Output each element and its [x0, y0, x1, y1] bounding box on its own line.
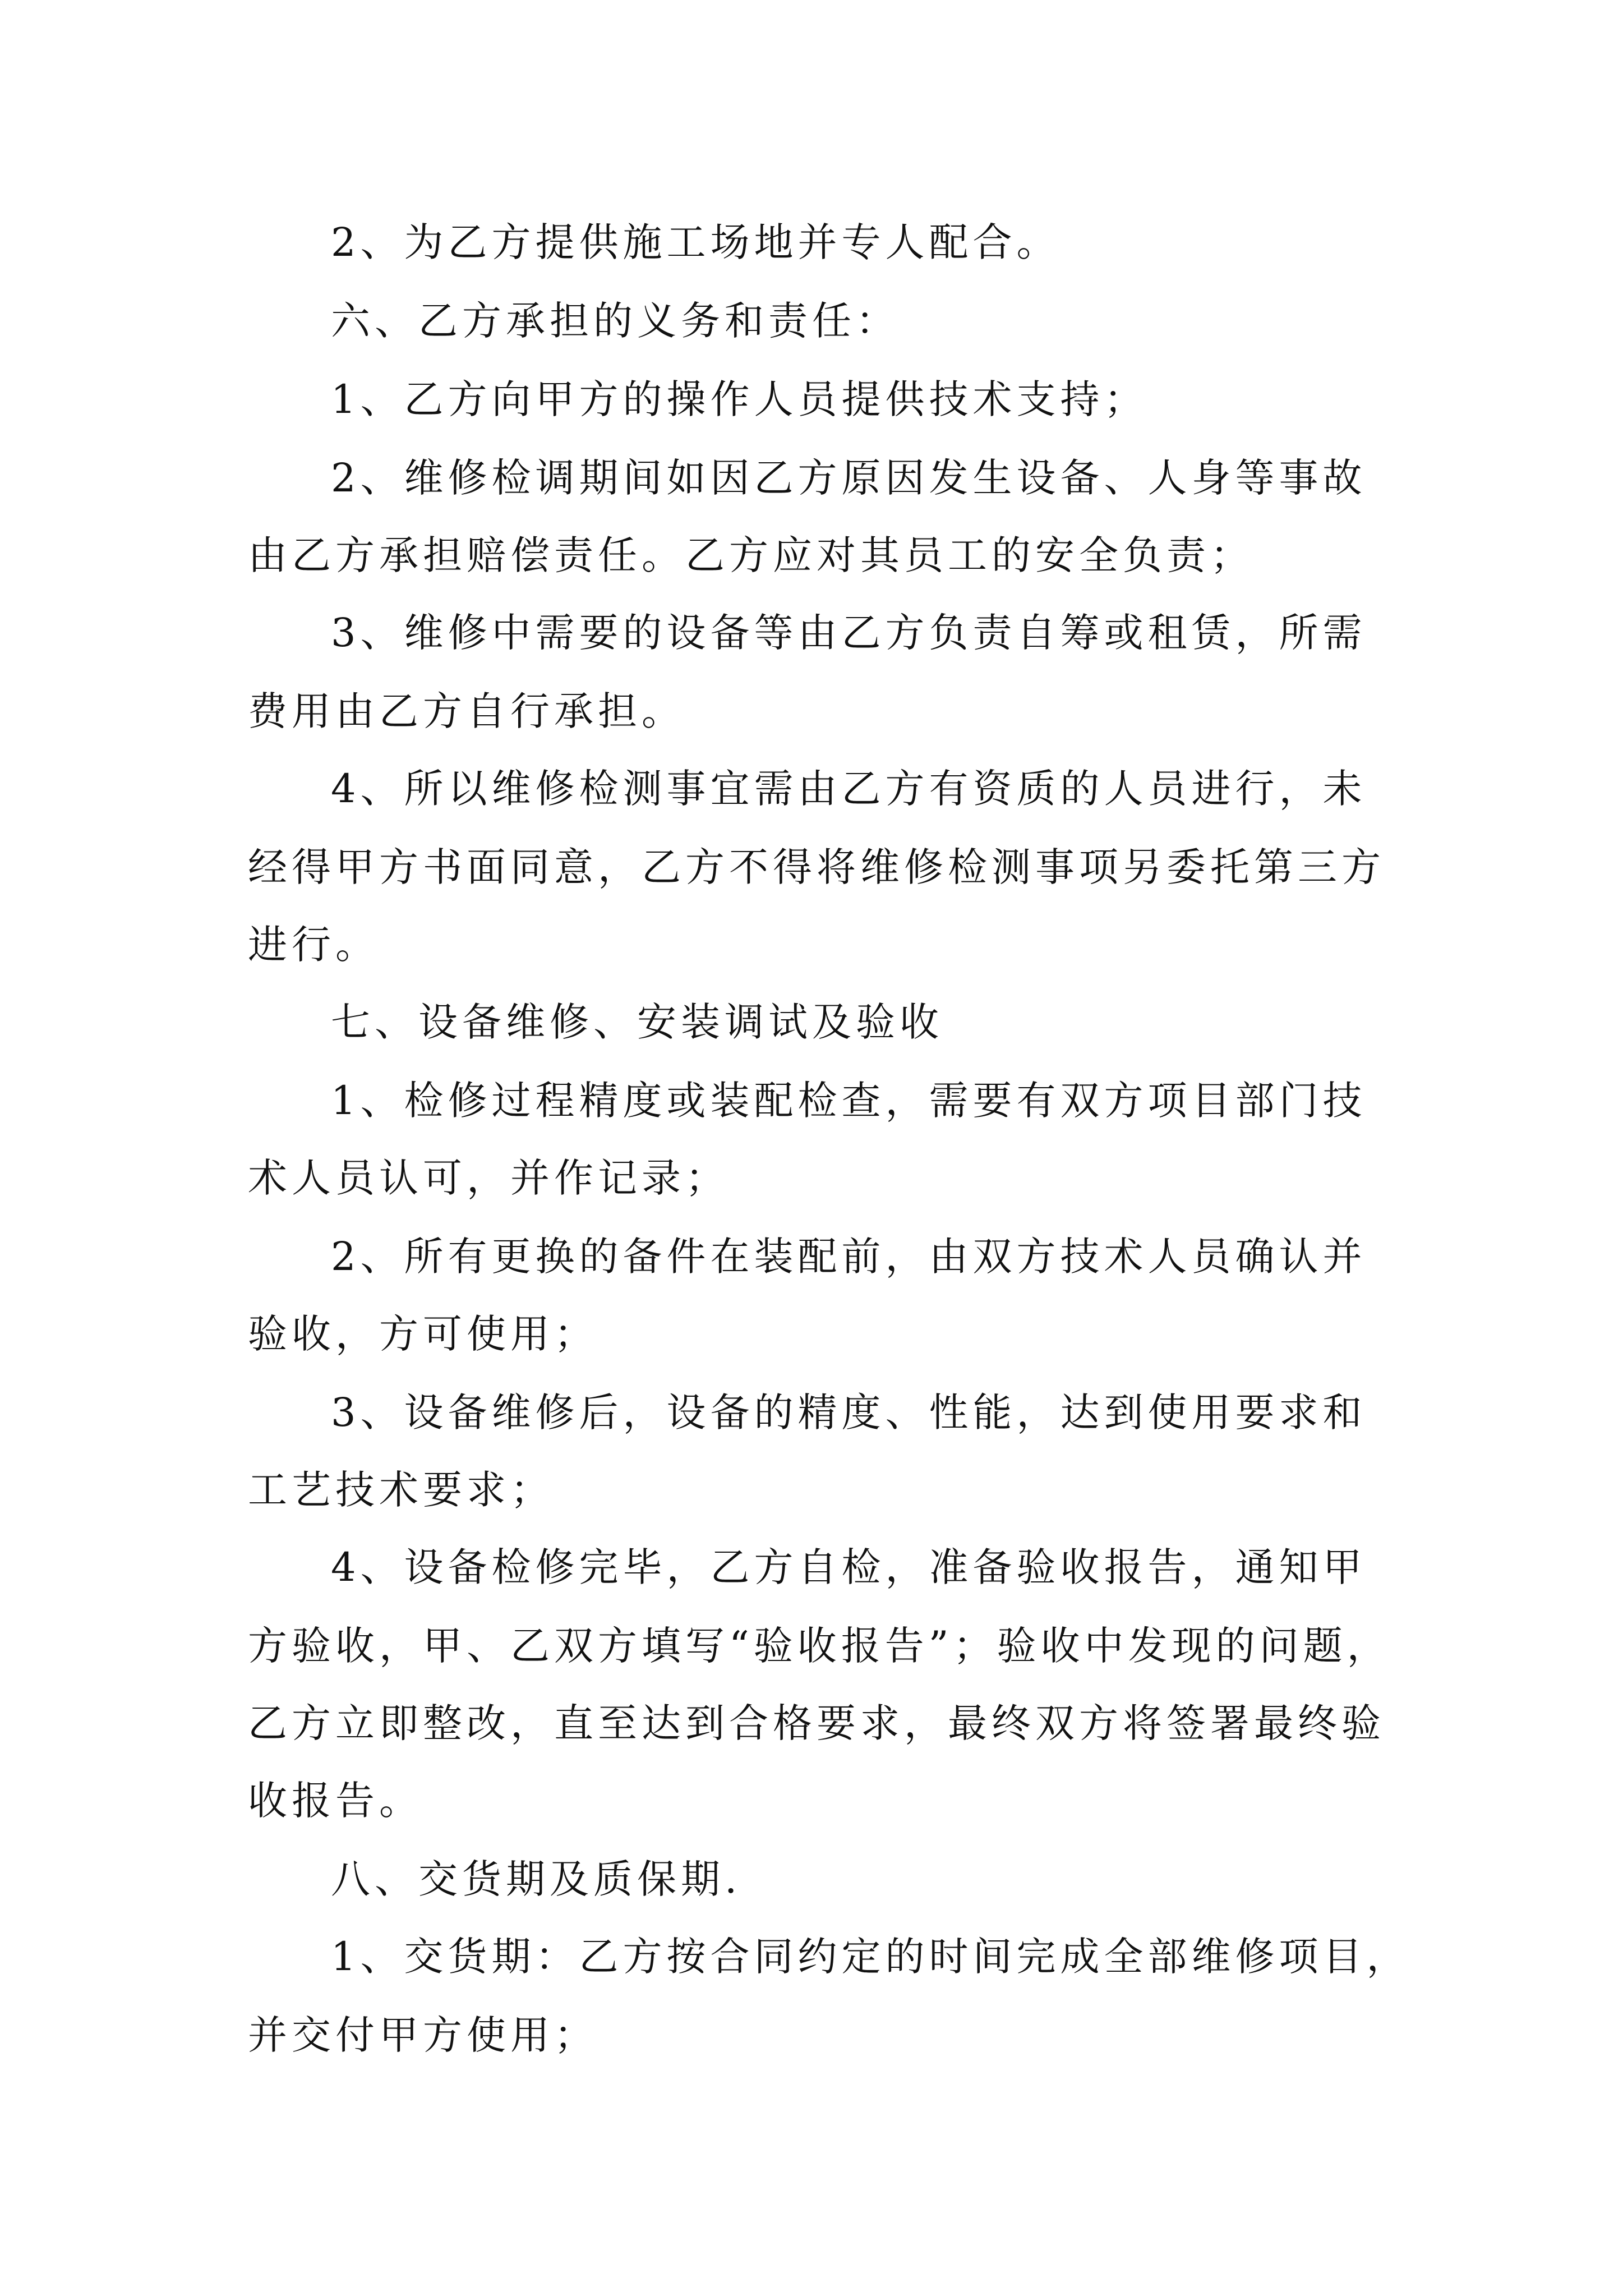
paragraph-line: 3、维修中需要的设备等由乙方负责自筹或租赁，所需	[331, 610, 1367, 656]
section-heading: 七、设备维修、安装调试及验收	[331, 999, 943, 1045]
paragraph-line: 术人员认可，并作记录；	[248, 1155, 729, 1201]
paragraph-line: 4、设备检修完毕，乙方自检，准备验收报告，通知甲	[331, 1544, 1367, 1590]
paragraph-line: 1、交货期：乙方按合同约定的时间完成全部维修项目，	[331, 1934, 1410, 1980]
paragraph-line: 1、检修过程精度或装配检查，需要有双方项目部门技	[331, 1078, 1367, 1124]
paragraph-line: 验收，方可使用；	[248, 1311, 598, 1357]
paragraph-line: 费用由乙方自行承担。	[248, 688, 685, 734]
paragraph-line: 1、乙方向甲方的操作人员提供技术支持；	[331, 376, 1148, 422]
paragraph-line: 2、维修检调期间如因乙方原因发生设备、人身等事故	[331, 455, 1367, 501]
section-heading: 六、乙方承担的义务和责任：	[331, 298, 900, 344]
section-heading: 八、交货期及质保期.	[331, 1856, 742, 1902]
paragraph-line: 乙方立即整改，直至达到合格要求，最终双方将签署最终验	[248, 1700, 1385, 1746]
paragraph-line: 2、为乙方提供施工场地并专人配合。	[331, 219, 1061, 265]
paragraph-line: 由乙方承担赔偿责任。乙方应对其员工的安全负责；	[248, 532, 1254, 578]
paragraph-line: 工艺技术要求；	[248, 1467, 554, 1513]
paragraph-line: 收报告。	[248, 1778, 423, 1824]
paragraph-line: 经得甲方书面同意，乙方不得将维修检测事项另委托第三方	[248, 844, 1385, 890]
paragraph-line: 进行。	[248, 922, 379, 968]
paragraph-line: 3、设备维修后，设备的精度、性能，达到使用要求和	[331, 1389, 1367, 1435]
paragraph-line: 方验收，甲、乙双方填写“验收报告”；验收中发现的问题，	[248, 1623, 1391, 1669]
paragraph-line: 2、所有更换的备件在装配前，由双方技术人员确认并	[331, 1234, 1367, 1280]
paragraph-line: 并交付甲方使用；	[248, 2012, 598, 2058]
paragraph-line: 4、所以维修检测事宜需由乙方有资质的人员进行，未	[331, 766, 1367, 812]
